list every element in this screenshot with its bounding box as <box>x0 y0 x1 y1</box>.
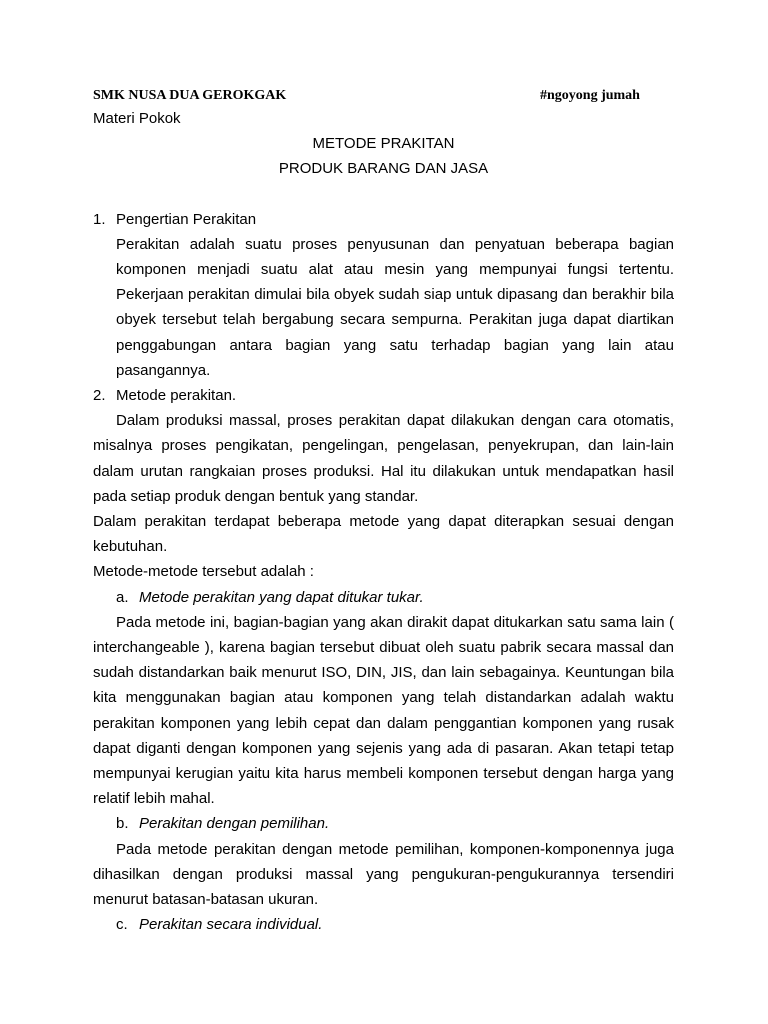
section-1-body: Perakitan adalah suatu proses penyusunan dan penyatuan beberapa bagian komponen menjadi suatu alat atau mesin yang mempunyai fungsi tertentu. Pekerjaan perakitan dimulai bila obyek sudah siap untuk dipasang dan berakhir bila obyek tersebut telah bergabung secara sempurna. Perakitan juga dapat diartikan penggabungan antara bagian yang satu terhadap bagian yang lain atau pasangannya. <box>116 235 674 379</box>
method-name: Perakitan secara individual. <box>139 916 323 934</box>
spacer <box>93 182 674 207</box>
method-heading-b <box>93 811 674 836</box>
section-2-paragraph-3: Metode-metode tersebut adalah : <box>93 563 314 581</box>
section-title: Pengertian Perakitan <box>116 210 257 228</box>
method-letter: a. <box>116 588 129 606</box>
section-title: Metode perakitan. <box>116 387 237 405</box>
method-heading-c <box>93 912 674 937</box>
section-number: 1. <box>93 210 106 228</box>
document-content <box>93 106 674 938</box>
method-name: Metode perakitan yang dapat ditukar tukar. <box>139 588 424 606</box>
method-heading-a <box>93 585 674 610</box>
school-name: SMK NUSA DUA GEROKGAK <box>93 88 287 103</box>
document-title: METODE PRAKITAN <box>312 135 455 153</box>
subject-label: Materi Pokok <box>93 110 181 127</box>
method-letter: b. <box>116 815 129 833</box>
section-heading-2 <box>93 383 674 408</box>
document-subtitle: PRODUK BARANG DAN JASA <box>278 160 489 178</box>
section-2-paragraph-2: Dalam perakitan terdapat beberapa metode yang dapat diterapkan sesuai dengan kebutuhan. <box>93 513 674 556</box>
method-a-body: Pada metode ini, bagian-bagian yang akan dirakit dapat ditukarkan satu sama lain ( interchangeable ), karena bagian tersebut dibuat oleh suatu pabrik secara massal dan sudah distandarkan baik menurut ISO, DIN, JIS, dan lain sebagainya. Keuntungan bila kita menggunakan bagian atau komponen yang telah distandarkan adalah waktu perakitan komponen yang lebih cepat dan dalam penggantian komponen yang rusak dapat diganti dengan komponen yang sejenis yang ada di pasaran. Akan tetapi tetap mempunyai kerugian yaitu kita harus membeli komponen tersebut dengan harga yang relatif lebih mahal. <box>93 613 674 808</box>
author-tag: #ngoyong jumah <box>540 88 640 103</box>
method-b-body: Pada metode perakitan dengan metode pemilihan, komponen-komponennya juga dihasilkan dengan produksi massal yang pengukuran-pengukurannya tersendiri menurut batasan-batasan ukuran. <box>93 840 674 909</box>
method-name: Perakitan dengan pemilihan. <box>139 815 330 833</box>
section-2-body: Dalam produksi massal, proses perakitan dapat dilakukan dengan cara otomatis, misalnya proses pengikatan, pengelingan, pengelasan, penyekrupan, dan lain-lain dalam urutan rangkaian proses produksi. Hal itu dilakukan untuk mendapatkan hasil pada setiap produk dengan bentuk yang standar. <box>93 412 674 505</box>
method-letter: c. <box>116 916 128 934</box>
section-number: 2. <box>93 387 106 405</box>
section-heading-1 <box>93 207 674 232</box>
